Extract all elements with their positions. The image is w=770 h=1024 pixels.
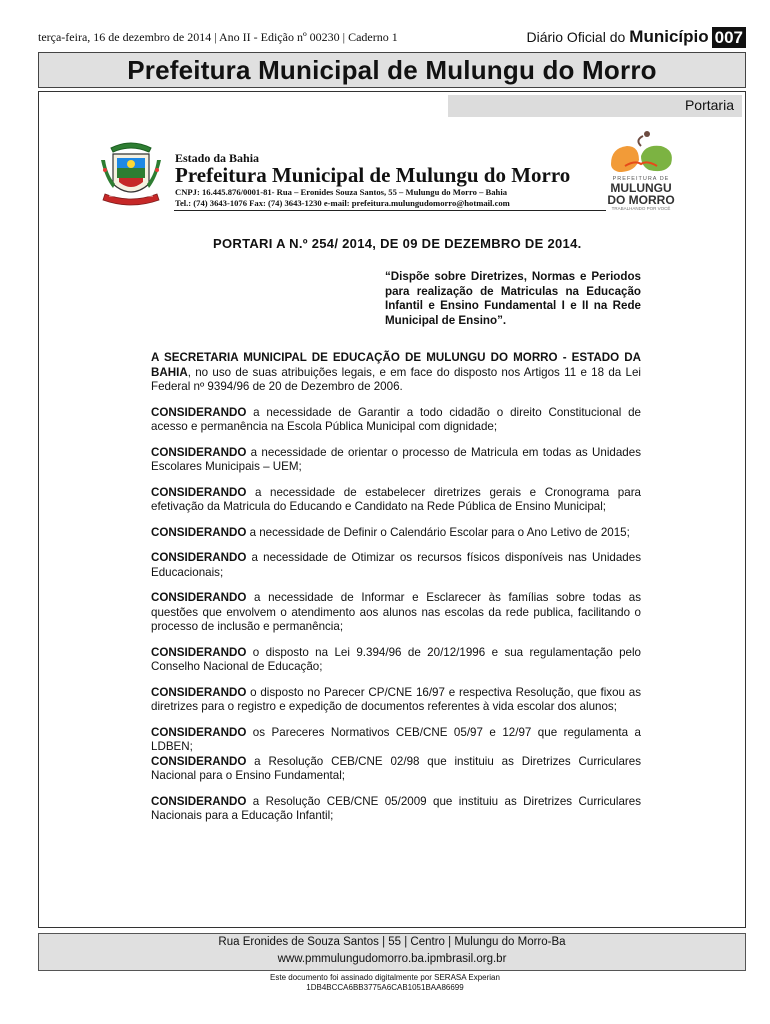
document-title: PORTARI A N.º 254/ 2014, DE 09 DE DEZEMBRO DE 2014. xyxy=(213,236,582,251)
considerando-label: CONSIDERANDO xyxy=(151,445,247,459)
letterhead-contact: Tel.: (74) 3643-1076 Fax: (74) 3643-1230 e-mail: prefeitura.mulungudomorro@hotmail.com xyxy=(175,198,510,208)
page-title: Prefeitura Municipal de Mulungu do Morro xyxy=(127,54,657,85)
considerando-clause xyxy=(151,446,641,475)
digital-signature xyxy=(0,973,770,993)
logo-tagline: TRABALHANDO POR VOCÊ xyxy=(611,206,671,211)
letterhead-name: Prefeitura Municipal de Mulungu do Morro xyxy=(175,163,571,187)
considerando-clause xyxy=(151,486,641,515)
clauses-list xyxy=(151,406,641,824)
gazette-label: Diário Oficial do xyxy=(526,29,626,45)
logo-name xyxy=(605,182,677,206)
considerando-clause xyxy=(151,726,641,755)
considerando-label: CONSIDERANDO xyxy=(151,525,247,539)
considerando-label: CONSIDERANDO xyxy=(151,754,247,768)
logo-small-text: PREFEITURA DE xyxy=(612,176,670,182)
considerando-label: CONSIDERANDO xyxy=(151,591,247,604)
considerando-clause xyxy=(151,795,641,824)
gazette-masthead xyxy=(526,26,746,48)
considerando-clause xyxy=(151,551,641,580)
clause-text: os Pareceres Normativos CEB/CNE 05/97 e 12/97 que regulamenta a LDBEN; xyxy=(151,725,641,753)
logo-line-2: DO MORRO xyxy=(607,193,675,207)
document-body xyxy=(151,351,641,824)
dateline: terça-feira, 16 de dezembro de 2014 | Ano II - Edição nº 00230 | Caderno 1 xyxy=(38,30,398,44)
clause-text: a necessidade de orientar o processo de Matricula em todas as Unidades Escolares Municipais – UEM; xyxy=(151,445,641,473)
logo-line-1: MULUNGU xyxy=(610,181,672,195)
footer-address: Rua Eronides de Souza Santos | 55 | Centro | Mulungu do Morro-Ba xyxy=(218,936,566,948)
title-bar xyxy=(38,52,746,88)
letterhead-cnpj: CNPJ: 16.445.876/0001-81- Rua – Eronides Souza Santos, 55 – Mulungu do Morro – Bahia xyxy=(175,187,508,197)
page-number: 007 xyxy=(712,27,746,48)
considerando-label: CONSIDERANDO xyxy=(151,794,247,808)
considerando-label: CONSIDERANDO xyxy=(151,725,247,739)
letterhead-state: Estado da Bahia xyxy=(175,151,260,165)
considerando-clause xyxy=(151,526,641,541)
clause-text: a necessidade de Garantir a todo cidadão o direito Constitucional de acesso e permanência na Escola Pública Municipal com dignidade; xyxy=(151,405,641,433)
clause-text: a Resolução CEB/CNE 05/2009 que instituiu as Diretrizes Curriculares Nacionais para a Educação Infantil; xyxy=(151,794,641,822)
section-label: Portaria xyxy=(684,97,734,113)
signature-line-2: 1DB4BCCA6BB3775A6CAB1051BAA86699 xyxy=(306,983,464,992)
document-ementa: “Dispõe sobre Diretrizes, Normas e Periodos para realização de Matriculas na Educação Infantil e Ensino Fundamental I e II na Rede Municipal de Ensino”. xyxy=(385,270,641,327)
considerando-clause xyxy=(151,406,641,435)
clause-text: o disposto no Parecer CP/CNE 16/97 e respectiva Resolução, que fixou as diretrizes para o registro e expedição de documentos referentes à vida escolar dos alunos; xyxy=(151,685,641,713)
clause-text: a necessidade de estabelecer diretrizes gerais e Cronograma para efetivação da Matricula do Educando e Candidato na Rede Pública de Ensino Municipal; xyxy=(151,485,641,513)
clause-text: a necessidade de Informar e Esclarecer às famílias sobre todas as questões que envolvem o atendimento aos alunos nas escolas da rede publica, facilitando o processo de inclusão e permanência; xyxy=(151,591,641,633)
gazette-municipio: Município xyxy=(629,27,709,46)
considerando-label: CONSIDERANDO xyxy=(151,405,247,419)
clause-text: a necessidade de Otimizar os recursos físicos disponíveis nas Unidades Educacionais; xyxy=(151,551,641,579)
considerando-label: CONSIDERANDO xyxy=(151,551,247,564)
clause-text: o disposto na Lei 9.394/96 de 20/12/1996 e sua regulamentação pelo Conselho Nacional de Educação; xyxy=(151,645,641,673)
considerando-clause xyxy=(151,686,641,715)
considerando-clause xyxy=(151,646,641,675)
considerando-label: CONSIDERANDO xyxy=(151,485,247,499)
preamble-text: , no uso de suas atribuições legais, e em face do disposto nos Artigos 11 e 18 da Lei Federal nº 9394/96 de 20 de Dezembro de 2006. xyxy=(151,365,641,393)
considerando-label: CONSIDERANDO xyxy=(151,685,247,699)
clause-text: a Resolução CEB/CNE 02/98 que instituiu as Diretrizes Curriculares Nacional para o Ensino Fundamental; xyxy=(151,754,641,782)
preamble-bold: A SECRETARIA MUNICIPAL DE EDUCAÇÃO DE MULUNGU DO MORRO - ESTADO DA BAHIA xyxy=(151,351,641,379)
considerando-label: CONSIDERANDO xyxy=(151,645,247,659)
preamble xyxy=(151,351,641,395)
letterhead-divider xyxy=(174,210,606,211)
signature-line-1: Este documento foi assinado digitalmente por SERASA Experian xyxy=(270,973,500,982)
considerando-clause xyxy=(151,755,641,784)
gazette-header xyxy=(38,26,746,48)
municipal-crest-icon xyxy=(97,138,165,214)
section-bar xyxy=(448,95,742,117)
footer-website[interactable]: www.pmmulungudomorro.ba.ipmbrasil.org.br xyxy=(277,953,507,965)
clause-text: a necessidade de Definir o Calendário Escolar para o Ano Letivo de 2015; xyxy=(246,525,630,539)
considerando-clause xyxy=(151,591,641,635)
footer xyxy=(38,933,746,971)
